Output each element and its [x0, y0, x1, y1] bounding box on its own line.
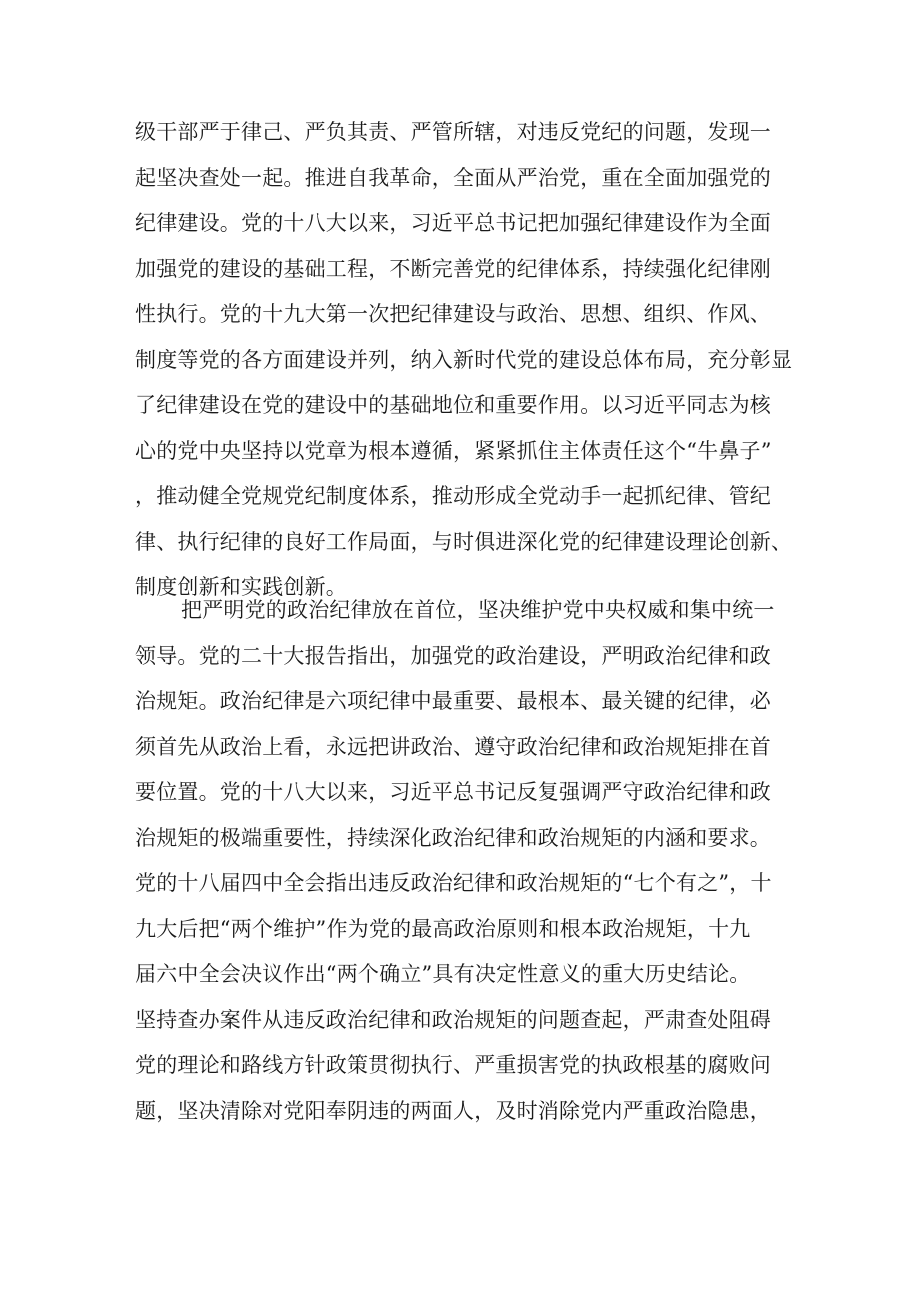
paragraph-political-discipline: [135, 588, 835, 1134]
text-line: 纪律建设。党的十八大以来，习近平总书记把加强纪律建设作为全面: [135, 211, 771, 235]
text-line: 制度创新和实践创新。: [135, 575, 347, 599]
text-line: 治规矩的极端重要性，持续深化政治纪律和政治规矩的内涵和要求。: [135, 825, 771, 850]
text-line: 性执行。党的十九大第一次把纪律建设与政治、思想、组织、作风、: [135, 302, 771, 326]
text-line: 题，坚决清除对党阳奉阴违的两面人，及时消除党内严重政治隐患，: [135, 1098, 771, 1123]
text-line: 九大后把“两个维护”作为党的最高政治原则和根本政治规矩，十九: [135, 916, 751, 941]
text-line: 心的党中央坚持以党章为根本遵循，紧紧抓住主体责任这个“牛鼻子”: [135, 438, 772, 463]
text-line: ，推动健全党规党纪制度体系，推动形成全党动手一起抓纪律、管纪: [135, 484, 771, 508]
text-line: 起坚决查处一起。推进自我革命，全面从严治党，重在全面加强党的: [135, 165, 771, 190]
text-line: 党的理论和路线方针政策贯彻执行、严重损害党的执政根基的腐败问: [135, 1053, 771, 1077]
text-line: 了纪律建设在党的建设中的基础地位和重要作用。以习近平同志为核: [135, 393, 771, 417]
text-line-first-indented: 把严明党的政治纪律放在首位，坚决维护党中央权威和集中统一: [181, 598, 775, 622]
paragraph-discipline-building: [135, 110, 835, 611]
text-line: 党的十八届四中全会指出违反政治纪律和政治规矩的“七个有之”，十: [135, 871, 772, 895]
text-line: 须首先从政治上看，永远把讲政治、遵守政治纪律和政治规矩排在首: [135, 734, 771, 759]
text-line: 律、执行纪律的良好工作局面，与时俱进深化党的纪律建设理论创新、: [135, 529, 793, 554]
text-line: 制度等党的各方面建设并列，纳入新时代党的建设总体布局，充分彰显: [135, 347, 793, 372]
text-line: 坚持查办案件从违反政治纪律和政治规矩的问题查起，严肃查处阻碍: [135, 1007, 771, 1032]
text-line: 治规矩。政治纪律是六项纪律中最重要、最根本、最关键的纪律，必: [135, 689, 771, 713]
text-line: 届六中全会决议作出“两个确立”具有决定性意义的重大历史结论。: [135, 962, 751, 986]
text-line: 级干部严于律己、严负其责、严管所辖，对违反党纪的问题，发现一: [135, 120, 771, 144]
text-line: 加强党的建设的基础工程，不断完善党的纪律体系，持续强化纪律刚: [135, 256, 771, 281]
text-line: 要位置。党的十八大以来，习近平总书记反复强调严守政治纪律和政: [135, 780, 771, 804]
text-line: 领导。党的二十大报告指出，加强党的政治建设，严明政治纪律和政: [135, 643, 771, 668]
